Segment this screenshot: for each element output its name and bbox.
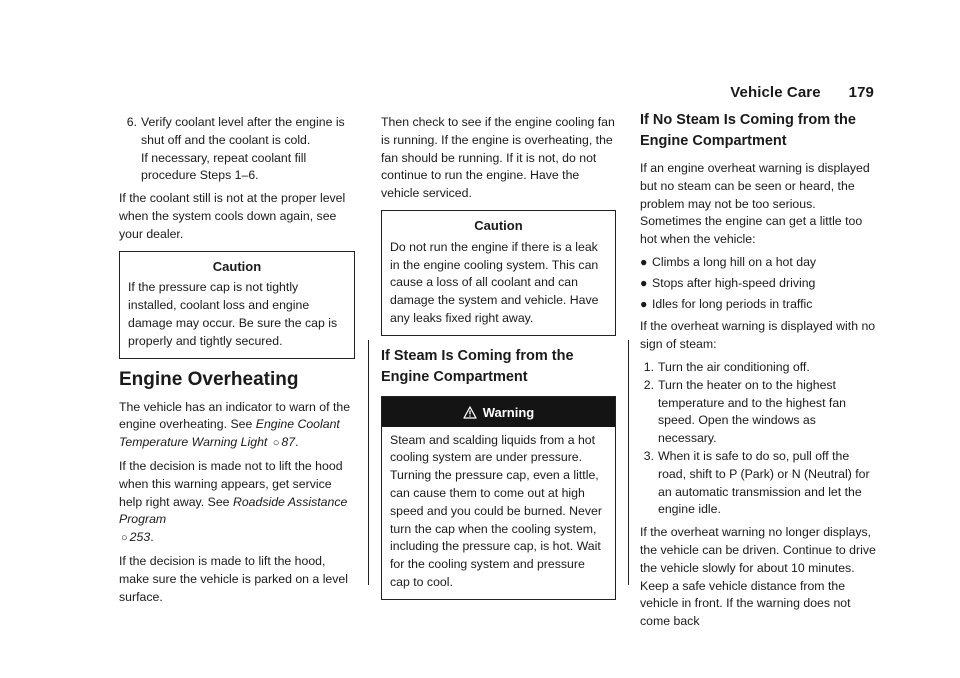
step-item xyxy=(640,359,876,377)
warning-title: Warning xyxy=(482,404,535,420)
paragraph: If the overheat warning is displayed with no sign of steam: xyxy=(640,319,876,352)
page-ref-number[interactable]: 253 xyxy=(129,530,151,545)
bullet-icon: ● xyxy=(640,296,648,311)
paragraph: Then check to see if the engine cooling fan is running. If the engine is overheating, the fan should be running. If it is not, do not continue to run the engine. Have the vehicle serviced. xyxy=(381,115,615,201)
step-text: Turn the air conditioning off. xyxy=(658,359,810,374)
column-2 xyxy=(381,114,616,608)
subsection-title: If Steam Is Coming from the Engine Compartment xyxy=(381,347,574,385)
header-section-title: Vehicle Care xyxy=(730,84,821,101)
step-item xyxy=(640,377,876,448)
column-3 xyxy=(640,114,876,636)
caution-box xyxy=(119,251,355,359)
header-page-number: 179 xyxy=(848,84,874,101)
step-item xyxy=(640,448,876,519)
paragraph: If an engine overheat warning is displayed but no steam can be seen or heard, the problem may not be too serious. Sometimes the engine can get a little too hot when the vehicle: xyxy=(640,161,870,247)
column-divider-1 xyxy=(368,340,369,585)
bullet-icon: ● xyxy=(640,254,648,269)
cross-reference-link[interactable]: Engine Coolant Temperature Warning Light xyxy=(119,417,340,450)
bullet-list xyxy=(640,254,876,313)
step-text: When it is safe to do so, pull off the road, shift to P (Park) or N (Neutral) for an automatic transmission and let the engine idle. xyxy=(658,448,870,517)
step-number: 2. xyxy=(643,377,654,392)
caution-text: Do not run the engine if there is a leak in the engine cooling system. This can cause a loss of all coolant and can damage the system and vehicle. Have any leaks fixed right away. xyxy=(390,239,599,325)
list-item: ● Stops after high-speed driving xyxy=(640,275,876,293)
step-number: 1. xyxy=(643,359,654,374)
caution-title: Caution xyxy=(212,258,262,274)
paragraph: If the coolant still is not at the proper level when the system cools down again, see your dealer. xyxy=(119,191,346,241)
step-text-continued: If necessary, repeat coolant fill procedure Steps 1–6. xyxy=(141,150,307,183)
paragraph: If the overheat warning no longer displays, the vehicle can be driven. Continue to drive the vehicle slowly for about 10 minutes. Keep a safe vehicle distance from the vehicle in front. If the warning does not come back xyxy=(640,525,876,629)
bullet-icon: ● xyxy=(640,275,648,290)
paragraph: If the decision is made to lift the hood, make sure the vehicle is parked on a level surface. xyxy=(119,553,348,604)
warning-box xyxy=(381,396,616,600)
section-title: Engine Overheating xyxy=(119,368,299,390)
caution-text: If the pressure cap is not tightly installed, coolant loss and engine damage may occur. Be sure the cap is properly and tightly secured. xyxy=(128,280,338,348)
page-ref-icon: ○ xyxy=(272,437,280,450)
step-6 xyxy=(119,114,355,185)
page-ref-icon: ○ xyxy=(121,532,128,545)
column-divider-2 xyxy=(628,340,629,585)
page-ref-number[interactable]: 87 xyxy=(281,435,296,450)
cross-reference-link[interactable]: Roadside Assistance Program xyxy=(119,494,348,527)
warning-text: Steam and scalding liquids from a hot cooling system are under pressure. Turning the pressure cap, even a little, can cause them to come out at high speed and you could be burned. Never turn the cap when the cooling system, including the pressure cap, is hot. Wait for the cooling system and pressure cap to cool. xyxy=(390,432,602,589)
warning-triangle-icon xyxy=(463,406,477,419)
step-number: 6. xyxy=(126,115,137,129)
column-1 xyxy=(119,114,355,611)
step-number: 3. xyxy=(643,448,654,463)
step-text: Verify coolant level after the engine is shut off and the coolant is cold. xyxy=(141,115,345,147)
paragraph-overheat-indicator: The vehicle has an indicator to warn of the engine overheating. See Engine Coolant Temperature Warning Light ○ 87. xyxy=(119,399,351,450)
step-text: Turn the heater on to the highest temperature and to the highest fan speed. Open the windows as necessary. xyxy=(658,377,846,446)
caution-box xyxy=(381,210,616,336)
subsection-title: If No Steam Is Coming from the Engine Compartment xyxy=(640,112,856,149)
list-item: ● Idles for long periods in traffic xyxy=(640,296,876,314)
list-item: ● Climbs a long hill on a hot day xyxy=(640,254,876,272)
paragraph-service-help: If the decision is made not to lift the hood when this warning appears, get service help right away. See Roadside Assistance Program ○ 253. xyxy=(119,458,348,545)
caution-title: Caution xyxy=(474,217,523,233)
numbered-steps xyxy=(640,359,876,519)
page-header xyxy=(730,84,874,101)
